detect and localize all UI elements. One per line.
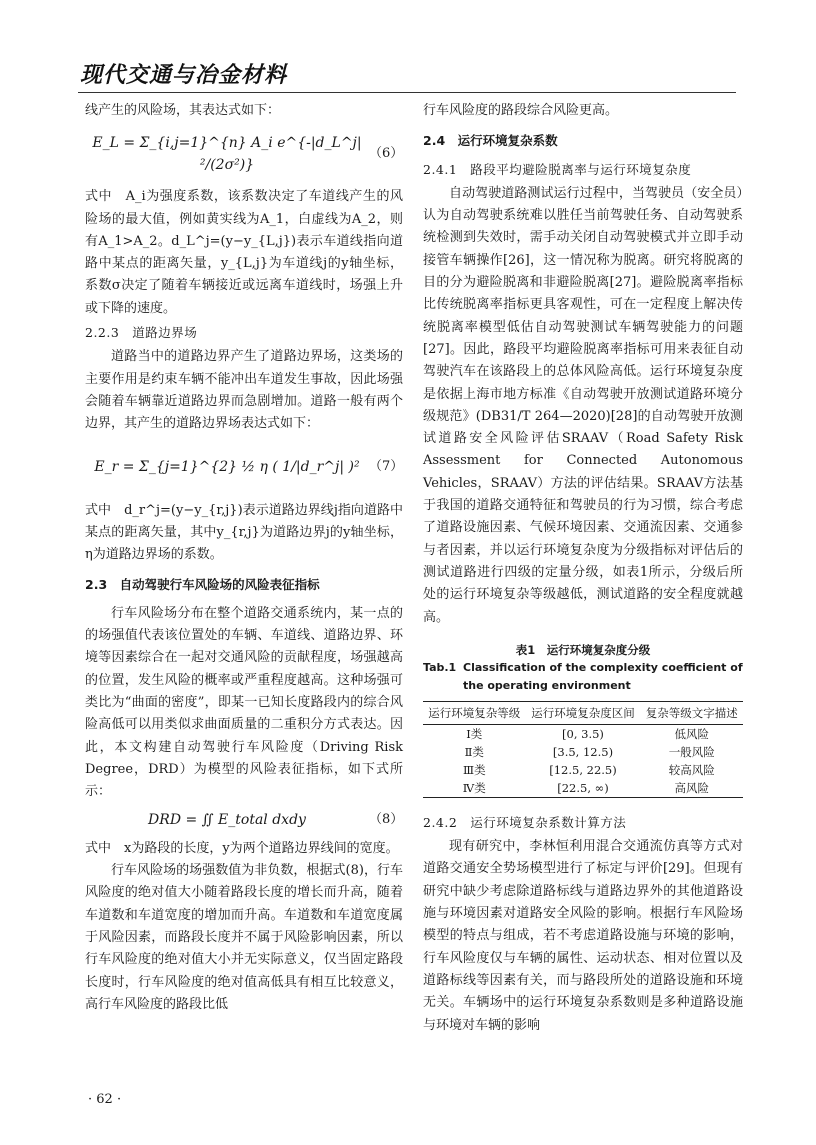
table-header: 复杂等级文字描述 [640, 701, 743, 724]
table-cell: 一般风险 [668, 744, 715, 759]
table-row [423, 724, 743, 743]
paragraph: 式中 d_r^j=(y−y_{r,j})表示道路边界线j指向道路中某点的距离矢量，其中y_{r,j}为道路边界j的y轴坐标，η为道路边界场的系数。 [85, 502, 403, 563]
left-column [85, 100, 403, 1016]
table-cell: 高风险 [640, 779, 743, 798]
table-cell: [3.5, 12.5) [552, 744, 614, 759]
table-caption-cn: 表1 运行环境复杂度分级 [515, 642, 651, 657]
equation-8 [85, 809, 403, 831]
table-cell: [0, 3.5) [562, 726, 604, 741]
journal-logo: 现代交通与冶金材料 [80, 63, 288, 88]
equation-body: DRD = ∬ E_total dxdy [148, 812, 306, 829]
table-header: 运行环境复杂等级 [423, 701, 526, 724]
subsection-heading: 2.4.2 运行环境复杂系数计算方法 [423, 814, 627, 830]
equation-7 [85, 442, 403, 494]
equation-number: （7） [369, 459, 404, 475]
paragraph: 现有研究中，李林恒利用混合交通流仿真等方式对道路交通安全势场模型进行了标定与评价[29]。但现有研究中缺少考虑除道路标线与道路边界外的其他道路设施与环境因素对道路安全风险的影响。根据行车风险场模型的特点与组成，若不考虑道路设施与环境的影响，行车风险度仅与车辆的属性、运动状态、相对位置以及道路标线等因素有关，而与路段所处的道路设施和环境无关。车辆场中的运行环境复杂系数则是多种道路设施与环境对车辆的影响 [423, 839, 743, 1033]
paragraph: 式中 A_i为强度系数，该系数决定了车道线产生的风险场的最大值，例如黄实线为A_1，白虚线为A_2，则有A_1>A_2。d_L^j=(y−y_{L,j})表示车道线指向道路中某点的距离矢量，y_{L,j}为车道线j的y轴坐标，系数σ决定了随着车辆接近或远离车道线时，场强上升或下降的速度。 [85, 189, 403, 316]
subsection-heading: 2.4.1 路段平均避险脱离率与运行环境复杂度 [423, 161, 692, 177]
paragraph: 行车风险场分布在整个道路交通系统内，某一点的的场强值代表该位置处的车辆、车道线、道路边界、环境等因素综合在一起对交通风险的贡献程度，场强越高的位置，发生风险的概率或严重程度越高。这种场强可类比为“曲面的密度”，即某一已知长度路段内的综合风险高低可以用类似求曲面质量的二重积分方式表达。因此，本文构建自动驾驶行车风险度（Driving Risk Degree，DRD）为模型的风险表征指标，如下式所示： [85, 605, 403, 800]
right-column [423, 100, 743, 1037]
table-cell: Ⅳ类 [423, 779, 526, 798]
header-rule [78, 92, 736, 93]
table-cell: Ⅰ类 [466, 726, 483, 741]
table-row [423, 761, 743, 779]
subsection-heading: 2.2.3 道路边界场 [85, 325, 198, 341]
table-cell: Ⅱ类 [464, 744, 484, 759]
table-cell: Ⅲ类 [462, 762, 486, 777]
paragraph: 线产生的风险场，其表达式如下： [85, 103, 281, 118]
table-cell: 低风险 [674, 726, 709, 741]
table-label: Tab.1 [423, 660, 457, 674]
table-cell: 较高风险 [668, 762, 715, 777]
equation-number: （8） [369, 812, 404, 828]
paragraph: 自动驾驶道路测试运行过程中，当驾驶员（安全员）认为自动驾驶系统难以胜任当前驾驶任务、自动驾驶系统检测到失效时，需手动关闭自动驾驶模式并立即手动接管车辆操作[26]，这一情况称为脱离。研究将脱离的目的分为避险脱离和非避险脱离[27]。避险脱离率指标比传统脱离率指标更具客观性，可在一定程度上解决传统脱离率模型低估自动驾驶测试车辆驾驶能力的问题[27]。因此，路段平均避险脱离率指标可用来表征自动驾驶汽车在该路段上的总体风险高低。运行环境复杂度是依据上海市地方标准《自动驾驶开放测试道路环境分级规范》(DB31/T 264—2020)[28]的自动驾驶开放测试道路安全风险评估SRAAV（Road Safety Risk Assessment for Connected Autonomous Vehicles，SRAAV）方法的评估结果。SRAAV方法基于我国的道路交通特征和驾驶员的行为习惯，综合考虑了道路设施因素、气候环境因素、交通流因素、交通参与者因素，并以运行环境复杂度为分级指标对评估后的测试道路进行四级的定量分级，如表1所示，分级后所处的运行环境复杂等级越低，测试道路的安全程度就越高。 [423, 185, 743, 625]
table-cell: [12.5, 22.5) [549, 762, 617, 777]
equation-body: E_r = Σ_{j=1}^{2} ½ η ( 1/|d_r^j| )² [94, 459, 360, 476]
table-caption-en [423, 659, 743, 695]
table-row [423, 779, 743, 798]
table-header-row [423, 701, 743, 724]
equation-6 [85, 128, 403, 180]
table-row [423, 743, 743, 761]
table-cell: [22.5, ∞) [526, 779, 641, 798]
table-header: 运行环境复杂度区间 [526, 701, 641, 724]
paragraph: 道路当中的道路边界产生了道路边界场，这类场的主要作用是约束车辆不能冲出车道发生事故，因此场强会随着车辆靠近道路边界而急剧增加。道路一般有两个边界，其产生的道路边界场表达式如下： [85, 349, 403, 432]
equation-body: E_L = Σ_{i,j=1}^{n} A_i e^{-|d_L^j|²/(2σ²)} [92, 135, 362, 174]
section-heading: 2.4 运行环境复杂系数 [423, 133, 558, 149]
complexity-table [423, 701, 743, 798]
paragraph: 行车风险度的路段综合风险更高。 [423, 103, 619, 118]
paragraph: 行车风险场的场强数值为非负数，根据式(8)，行车风险度的绝对值大小随着路段长度的增长而升高，随着车道数和车道宽度的增加而升高。车道数和车道宽度属于风险因素，而路段长度并不属于风险影响因素，所以行车风险度的绝对值大小并无实际意义，仅当固定路段长度时，行车风险度的绝对值高低具有相互比较意义，高行车风险度的路段比低 [85, 863, 403, 1012]
section-heading: 2.3 自动驾驶行车风险场的风险表征指标 [85, 577, 320, 593]
equation-number: （6） [369, 146, 404, 162]
table-title-en: Classification of the complexity coefficient of the operating environment [463, 660, 743, 692]
page-number: · 62 · [88, 1092, 122, 1107]
paragraph: 式中 x为路段的长度，y为两个道路边界线间的宽度。 [85, 840, 399, 856]
